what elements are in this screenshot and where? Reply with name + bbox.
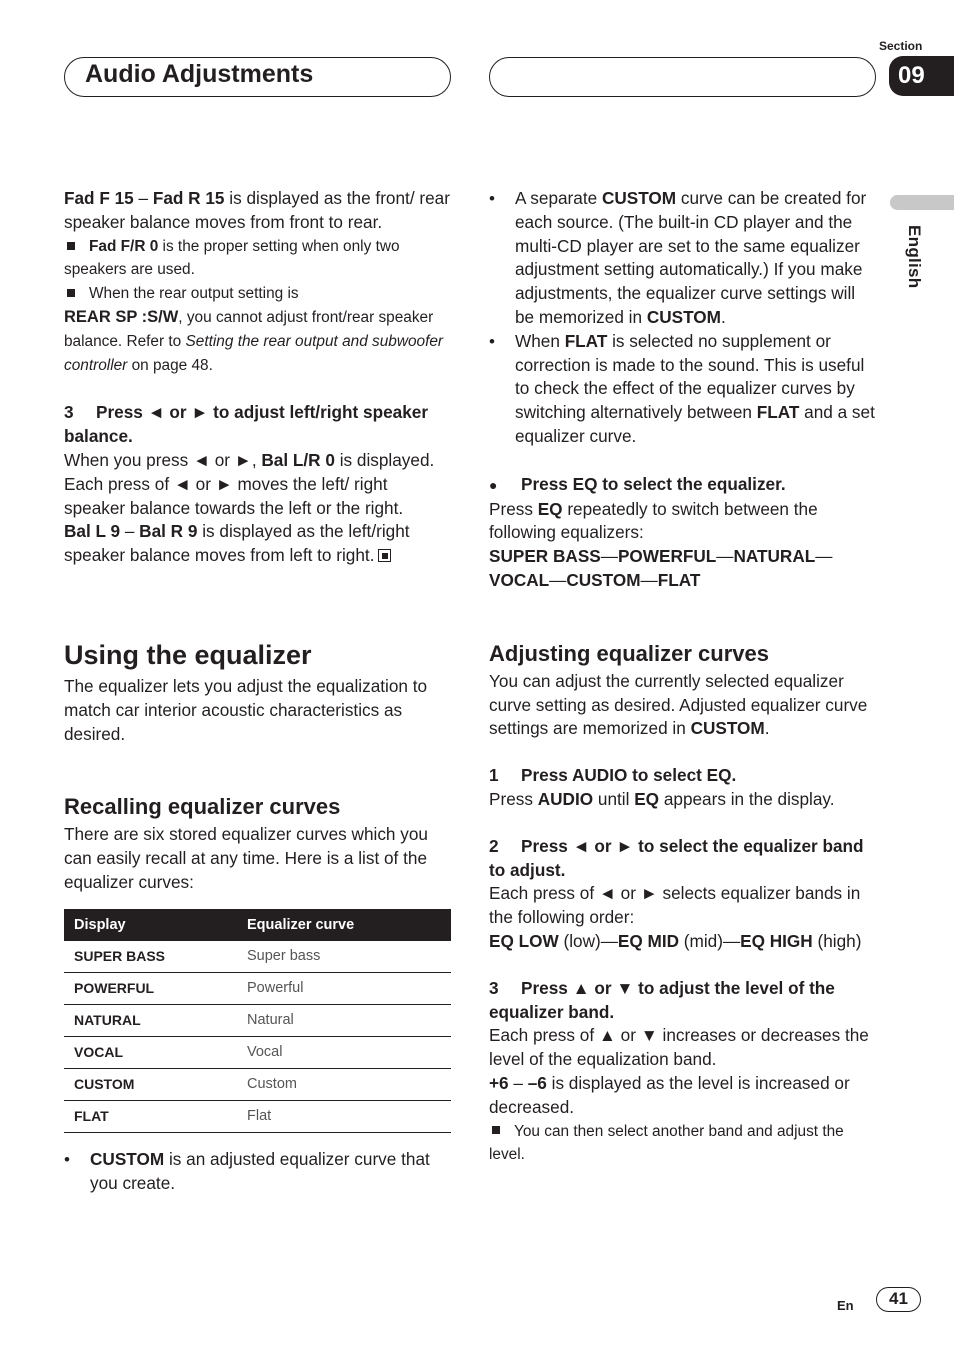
eq-step-heading: ● Press EQ to select the equalizer. <box>489 473 877 498</box>
using-equalizer-body: The equalizer lets you adjust the equalization to match car interior acoustic characteristics as desired. <box>64 675 428 744</box>
bullet-dot-icon: • <box>64 1149 70 1169</box>
bullet-dot-icon: • <box>489 189 495 208</box>
step-1-heading: 1 Press AUDIO to select EQ. <box>489 765 737 786</box>
step-3-level-body: Each press of ▲ or ▼ increases or decreases the level of the equalization band. <box>489 1025 869 1070</box>
table-cell-curve: Custom <box>237 1068 451 1100</box>
step-3-body: When you press ◄ or ►, Bal L/R 0 is displayed. Each press of ◄ or ► moves the left/ right speaker balance towards the left or the right. <box>64 449 435 518</box>
language-tab <box>890 195 954 210</box>
note-square-icon <box>67 242 75 250</box>
note-select-band: You can then select another band and adjust the level. <box>489 1122 844 1164</box>
page-number: 41 <box>876 1287 921 1312</box>
table-row <box>64 1100 451 1132</box>
level-range: +6 – –6 is displayed as the level is increased or decreased. <box>489 1072 850 1117</box>
footer-language: En <box>837 1298 854 1313</box>
right-column <box>489 187 877 1167</box>
table-cell-curve: Natural <box>237 1004 451 1036</box>
bullet-dot-icon: • <box>489 331 495 351</box>
table-cell-display: CUSTOM <box>64 1068 237 1100</box>
band-order: EQ LOW (low)—EQ MID (mid)—EQ HIGH (high) <box>489 930 862 951</box>
step-3-level-heading: 3 Press ▲ or ▼ to adjust the level of the equalizer band. <box>489 977 835 1022</box>
note-fad-zero: Fad F/R 0 is the proper setting when only two speakers are used. <box>64 237 400 279</box>
table-row <box>64 941 451 973</box>
note-rear-output: When the rear output setting is REAR SP :S/W, you cannot adjust front/rear speaker balance. Refer to Setting the rear output and subwoofer controller on page 48. <box>64 285 444 374</box>
left-column <box>64 187 452 1195</box>
recalling-body: There are six stored equalizer curves which you can easily recall at any time. Here is a list of the equalizer curves: <box>64 824 428 892</box>
header-blank-frame <box>489 57 876 97</box>
table-cell-curve: Vocal <box>237 1036 451 1068</box>
step-2-heading: 2 Press ◄ or ► to select the equalizer band to adjust. <box>489 835 864 880</box>
table-cell-curve: Flat <box>237 1100 451 1132</box>
table-cell-display: FLAT <box>64 1100 237 1132</box>
table-header-row <box>64 909 451 941</box>
custom-bullet: • CUSTOM is an adjusted equalizer curve that you create. <box>64 1148 452 1196</box>
table-header: Display <box>64 909 237 941</box>
table-header: Equalizer curve <box>237 909 451 941</box>
note-square-icon <box>67 289 75 297</box>
flat-bullet: • When FLAT is selected no supplement or correction is made to the sound. This is useful to check the effect of the equalizer curves by switching alternatively between FLAT and a set equalizer curve. <box>489 330 877 449</box>
table-cell-display: NATURAL <box>64 1004 237 1036</box>
table-row <box>64 1068 451 1100</box>
equalizer-table <box>64 909 451 1133</box>
adjusting-body: You can adjust the currently selected equalizer curve setting as desired. Adjusted equalizer curve settings are memorized in CUSTOM. <box>489 670 868 739</box>
table-cell-display: VOCAL <box>64 1036 237 1068</box>
section-number-badge: 09 <box>889 56 954 96</box>
custom-source-bullet: • A separate CUSTOM curve can be created for each source. (The built-in CD player and the multi-CD player are set to the same equalizer adjustment setting automatically.) If you make adjustments, the equalizer curve settings will be memorized in CUSTOM. <box>489 187 877 330</box>
table-row <box>64 972 451 1004</box>
step-3-heading: 3 Press ◄ or ► to adjust left/right speaker balance. <box>64 402 429 447</box>
note-square-icon <box>492 1126 500 1134</box>
table-cell-curve: Powerful <box>237 972 451 1004</box>
language-label: English <box>905 225 924 289</box>
end-mark-icon <box>378 549 391 562</box>
table-cell-display: POWERFUL <box>64 972 237 1004</box>
adjusting-heading: Adjusting equalizer curves <box>489 640 769 666</box>
table-cell-curve: Super bass <box>237 941 451 973</box>
table-row <box>64 1004 451 1036</box>
recalling-heading: Recalling equalizer curves <box>64 794 341 820</box>
step-2-body: Each press of ◄ or ► selects equalizer bands in the following order: <box>489 883 861 928</box>
page-title: Audio Adjustments <box>85 60 314 88</box>
section-label: Section <box>879 39 923 53</box>
step-1-body: Press AUDIO until EQ appears in the display. <box>489 788 835 809</box>
table-cell-display: SUPER BASS <box>64 941 237 973</box>
using-equalizer-heading: Using the equalizer <box>64 639 312 670</box>
table-row <box>64 1036 451 1068</box>
eq-step-body: Press EQ repeatedly to switch between the following equalizers: <box>489 498 818 543</box>
step-bullet-icon: ● <box>489 476 498 493</box>
fad-paragraph: Fad F 15 – Fad R 15 is displayed as the front/ rear speaker balance moves from front to rear. <box>64 188 450 232</box>
bal-paragraph: Bal L 9 – Bal R 9 is displayed as the left/right speaker balance moves from left to right. <box>64 521 410 566</box>
eq-list: SUPER BASS—POWERFUL—NATURAL— VOCAL—CUSTOM—FLAT <box>489 546 833 590</box>
